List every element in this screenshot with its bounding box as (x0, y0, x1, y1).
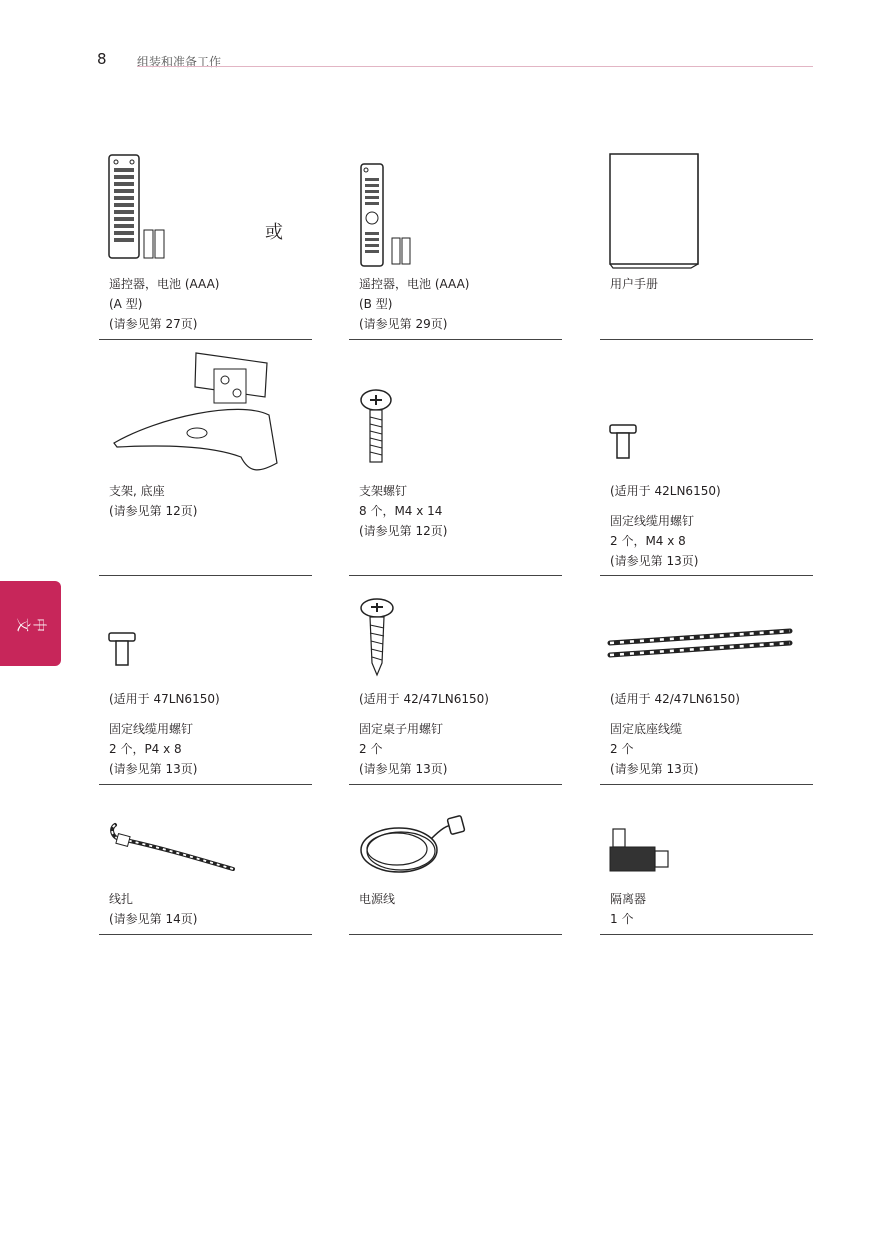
item-quantity: 8 个，M4 x 14 (359, 504, 443, 518)
cable-screw-m4-illustration (600, 345, 813, 485)
item-quantity: 2 个，P4 x 8 (109, 742, 182, 756)
remote-control-b-illustration (349, 150, 562, 270)
item-applicable-model: (适用于 42/47LN6150) (359, 692, 489, 706)
page-number: 8 (97, 50, 107, 68)
isolator-illustration (600, 795, 813, 890)
section-title: 组装和准备工作 (137, 55, 222, 69)
row-divider (349, 339, 562, 340)
row-divider (99, 575, 312, 576)
row-divider (349, 575, 562, 576)
item-title: 电源线 (359, 892, 396, 906)
or-label: 或 (265, 222, 283, 243)
item-title: 固定线缆用螺钉 (610, 514, 695, 528)
item-title: 遥控器，电池 (AAA) (109, 277, 220, 291)
item-page-ref: (请参见第 27页) (109, 317, 198, 331)
base-cable-tie-illustration (600, 585, 813, 685)
item-type: (B 型) (359, 297, 393, 311)
item-quantity: 2 个，M4 x 8 (610, 534, 686, 548)
item-applicable-model: (适用于 42LN6150) (610, 484, 721, 498)
item-applicable-model: (适用于 42/47LN6150) (610, 692, 740, 706)
item-page-ref: (请参见第 13页) (610, 762, 699, 776)
cable-screw-p4-illustration (99, 585, 312, 685)
item-title: 遥控器，电池 (AAA) (359, 277, 470, 291)
item-page-ref: (请参见第 13页) (610, 554, 699, 568)
power-cord-illustration (349, 795, 562, 890)
language-tab (0, 581, 61, 666)
item-type: (A 型) (109, 297, 143, 311)
item-page-ref: (请参见第 13页) (109, 762, 198, 776)
item-title: 固定线缆用螺钉 (109, 722, 194, 736)
item-applicable-model: (适用于 47LN6150) (109, 692, 220, 706)
remote-control-a-illustration (99, 150, 312, 270)
cable-holder-illustration (99, 795, 312, 890)
stand-screw-illustration (349, 345, 562, 485)
row-divider (600, 934, 813, 935)
item-title: 隔离器 (610, 892, 647, 906)
header-divider (137, 66, 813, 67)
item-title: 线扎 (109, 892, 134, 906)
item-title: 固定桌子用螺钉 (359, 722, 444, 736)
item-page-ref: (请参见第 13页) (359, 762, 448, 776)
row-divider (600, 575, 813, 576)
row-divider (99, 339, 312, 340)
item-quantity: 2 个 (610, 742, 634, 756)
row-divider (349, 784, 562, 785)
item-title: 支架, 底座 (109, 484, 165, 498)
row-divider (600, 339, 813, 340)
item-quantity: 1 个 (610, 912, 634, 926)
item-page-ref: (请参见第 14页) (109, 912, 198, 926)
desk-screw-illustration (349, 585, 562, 685)
row-divider (600, 784, 813, 785)
row-divider (349, 934, 562, 935)
item-title: 用户手册 (610, 277, 659, 291)
item-quantity: 2 个 (359, 742, 383, 756)
item-page-ref: (请参见第 12页) (109, 504, 198, 518)
item-page-ref: (请参见第 29页) (359, 317, 448, 331)
item-page-ref: (请参见第 12页) (359, 524, 448, 538)
item-title: 固定底座线缆 (610, 722, 683, 736)
stand-base-illustration (99, 345, 312, 485)
item-title: 支架螺钉 (359, 484, 408, 498)
user-manual-illustration (600, 150, 813, 270)
row-divider (99, 784, 312, 785)
language-tab-label: 中文 (14, 615, 47, 632)
row-divider (99, 934, 312, 935)
